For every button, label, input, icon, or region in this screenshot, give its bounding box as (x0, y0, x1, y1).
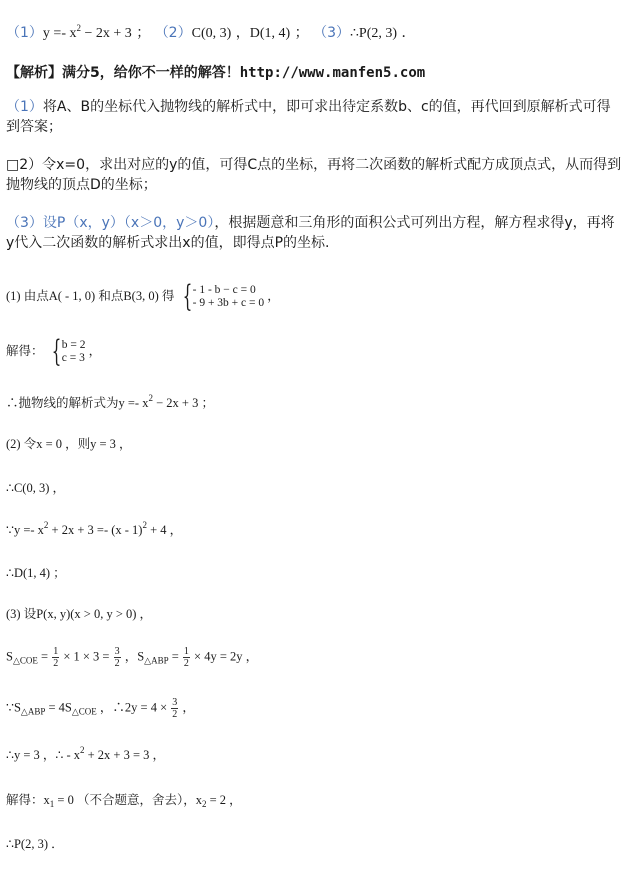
solution-step-8: (3) 设P(x, y)(x > 0, y > 0) ， (6, 607, 153, 621)
solution-step-13: ∴P(2, 3) ． (6, 837, 64, 851)
answer-point-c: C(0, 3) (191, 26, 232, 41)
analysis-step-3 (6, 213, 622, 253)
source-url: http://www.manfen5.com (239, 65, 426, 81)
text: 解得： (6, 342, 44, 358)
answer-line (6, 22, 415, 42)
fraction: $\frac{1}{2}$ (183, 646, 189, 669)
answer-part1-equation: $y =- x^2 - 2x + 3$ (42, 23, 132, 41)
step-label: （1） (6, 99, 43, 115)
analysis-step-1 (6, 97, 622, 137)
punct: ， (267, 288, 280, 303)
solution-step-3: ∴抛物线的解析式为$y =- x^2 - 2x + 3$ ； (6, 393, 214, 410)
solution-step-1 (6, 279, 280, 314)
equation-system: { - 1 - b − c = 0 - 9 + 3b + c = 0 (182, 279, 265, 314)
separator: ， (235, 25, 250, 41)
step-text: ，根据题意和三角形的面积公式可列出方程，解方程求得y，再将y代入二次函数的解析式求出x的值，即得点P的坐标. (6, 215, 615, 251)
step-label: □2） (6, 157, 43, 173)
step-condition: 设P（x，y）（x＞0，y＞0） (42, 215, 215, 231)
analysis-tag: 【解析】满分5，给你不一样的解答！ (6, 65, 240, 81)
fraction: $\frac{3}{2}$ (172, 697, 178, 720)
equation: b = 2 (61, 339, 86, 351)
solution-step-7: ∴D(1, 4) ； (6, 566, 66, 580)
text: (1) 由点A( - 1, 0) 和点B(3, 0) 得 (6, 288, 175, 303)
period: ． (401, 25, 416, 41)
equation: - 9 + 3b + c = 0 (192, 297, 265, 309)
step-text: 令x=0，求出对应的y的值，可得C点的坐标，再将二次函数的解析式配方成顶点式，从而得到抛物线的顶点D的坐标； (6, 157, 622, 193)
equation: - 1 - b − c = 0 (192, 284, 256, 296)
solution-step-10: $\because S_{\triangle ABP} = 4S_{\triangle COE}$ ，∴2y = 4 × $\frac{3}{2}$ ， (6, 697, 195, 720)
step-label: （3） (6, 215, 43, 231)
answer-point-p: ∴P(2, 3) (350, 26, 398, 41)
analysis-header (6, 62, 425, 82)
solution-step-6: ∵y =- $x^2 + 2x + 3 =- (x - 1)^2 + 4$ ， (6, 520, 183, 537)
solution-step-9: $S_{\triangle COE}$ = $\frac{1}{2}$ × 1 × 3 = $\frac{3}{2}$ ，$S_{\triangle ABP}$ = $\frac{1}{2}$ × 4y = 2y ， (6, 646, 259, 669)
solution-step-2 (6, 334, 102, 369)
solution-step-5: ∴C(0, 3) ， (6, 481, 65, 495)
answer-part2-label: （2） (154, 25, 192, 41)
solution-step-12: 解得：$x_1 = 0$ （不合题意，舍去），$x_2 = 2$ ， (6, 793, 242, 809)
solution-step-4: (2) 令x = 0 ，则y = 3 ， (6, 437, 132, 451)
step-text: 将A、B的坐标代入抛物线的解析式中，即可求出待定系数b、c的值，再代回到原解析式可得到答案； (6, 99, 611, 135)
punct: ， (88, 343, 102, 358)
solution-step-11: ∴y = 3 ，∴ - $x^2 + 2x + 3 = 3$ ， (6, 745, 166, 762)
equation-system: { b = 2 c = 3 (51, 334, 86, 369)
fraction: $\frac{3}{2}$ (114, 646, 120, 669)
analysis-step-2 (6, 155, 622, 195)
separator: ； (136, 25, 151, 41)
answer-part3-label: （3） (313, 25, 350, 41)
answer-part1-label: （1） (6, 25, 43, 41)
separator: ； (294, 25, 309, 41)
answer-point-d: D(1, 4) (249, 26, 291, 41)
equation: c = 3 (61, 352, 85, 364)
fraction: $\frac{1}{2}$ (53, 646, 59, 669)
